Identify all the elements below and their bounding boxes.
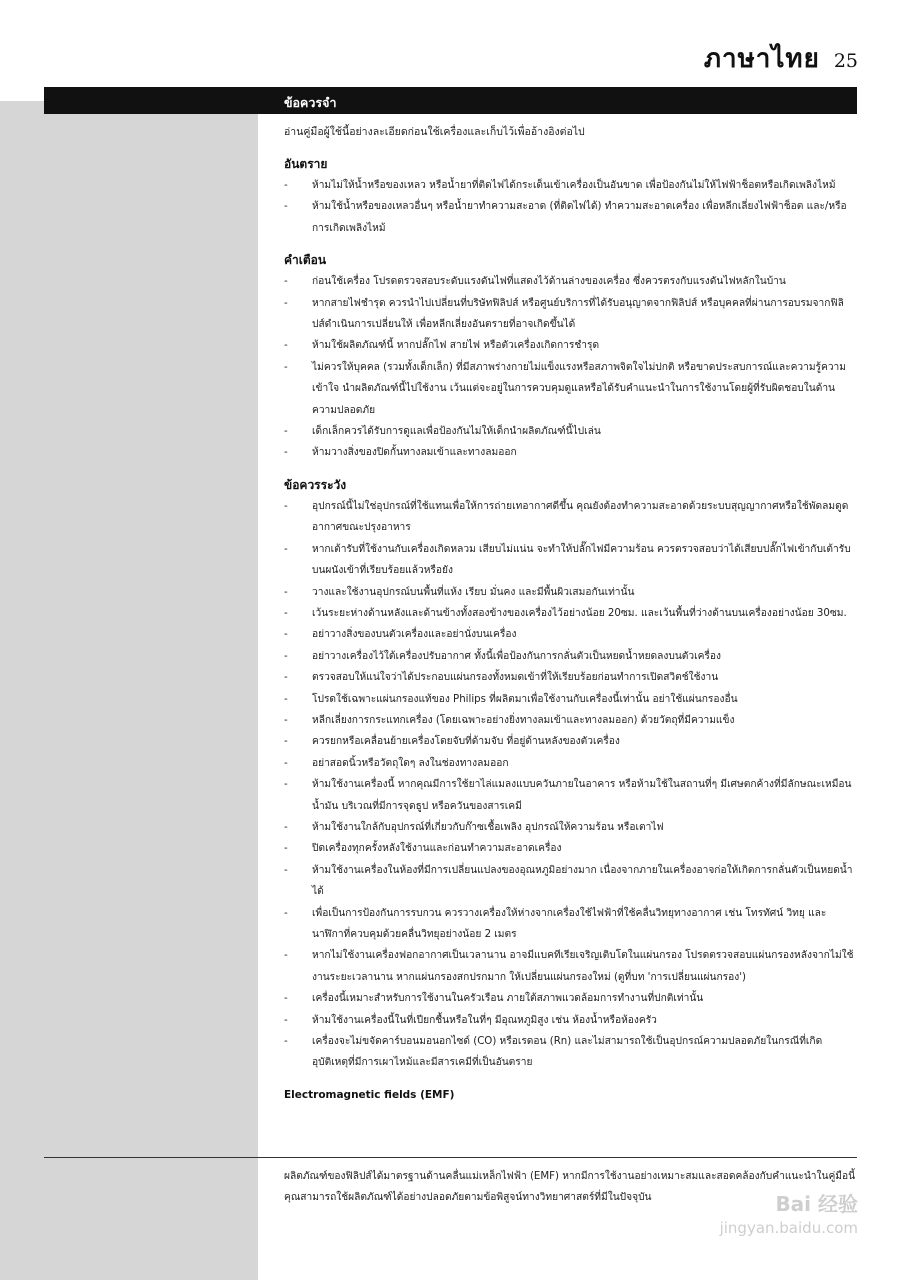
list-marker: - bbox=[284, 693, 288, 705]
list-item-text: ห้ามใช้งานเครื่องนี้ในที่เปียกชื้นหรือในที่ๆ มีอุณหภูมิสูง เช่น ห้องน้ำหรือห้องครัว bbox=[312, 1014, 657, 1026]
main-content bbox=[284, 123, 856, 1104]
section-list bbox=[284, 175, 856, 239]
list-marker: - bbox=[284, 447, 288, 459]
list-marker: - bbox=[284, 361, 288, 373]
list-item bbox=[284, 582, 856, 603]
list-item bbox=[284, 945, 856, 988]
list-marker: - bbox=[284, 993, 288, 1005]
list-item bbox=[284, 838, 856, 859]
list-item-text: อย่าวางเครื่องไว้ใต้เครื่องปรับอากาศ ทั้งนี้เพื่อป้องกันการกลั่นตัวเป็นหยดน้ำหยดลงบนตัวเครื่อง bbox=[312, 650, 721, 662]
list-marker: - bbox=[284, 650, 288, 662]
list-marker: - bbox=[284, 180, 288, 191]
divider-line bbox=[44, 1157, 857, 1158]
list-item-text: ห้ามใช้งานเครื่องในห้องที่มีการเปลี่ยนแปลงของอุณหภูมิอย่างมาก เนื่องจากภายในเครื่องอาจก่อให้เกิดการกลั่นตัวเป็นหยดน้ำได้ bbox=[312, 864, 853, 898]
list-item-text: อุปกรณ์นี้ไม่ใช่อุปกรณ์ที่ใช้แทนเพื่อให้การถ่ายเทอากาศดีขึ้น คุณยังต้องทำความสะอาดด้วยระบบสุญญากาศหรือใช้พัดลมดูดอากาศขณะปรุงอาหาร bbox=[312, 500, 849, 534]
list-item-text: วางและใช้งานอุปกรณ์บนพื้นที่แห้ง เรียบ มั่นคง และมีพื้นผิวเสมอกันเท่านั้น bbox=[312, 586, 635, 598]
section-heading: อันตราย bbox=[284, 157, 328, 171]
list-item-text: เพื่อเป็นการป้องกันการรบกวน ควรวางเครื่องให้ห่างจากเครื่องใช้ไฟฟ้าที่ใช้คลื่นวิทยุทางอากาศ เช่น โทรทัศน์ วิทยุ และนาฬิกาที่ควบคุมด้วยคลื่นวิทยุอย่างน้อย 2 เมตร bbox=[312, 907, 827, 940]
list-item-text: ตรวจสอบให้แน่ใจว่าได้ประกอบแผ่นกรองทั้งหมดเข้าที่ให้เรียบร้อยก่อนทำการเปิดสวิตช์ใช้งาน bbox=[312, 672, 719, 684]
list-marker: - bbox=[284, 714, 288, 726]
list-item bbox=[284, 603, 856, 624]
list-item-text: เครื่องนี้เหมาะสำหรับการใช้งานในครัวเรือน ภายใต้สภาพแวดล้อมการทำงานที่ปกติเท่านั้น bbox=[312, 993, 704, 1005]
list-marker: - bbox=[284, 426, 288, 438]
section-title-bar bbox=[44, 87, 857, 114]
intro-text: อ่านคู่มือผู้ใช้นี้อย่างละเอียดก่อนใช้เครื่องและเก็บไว้เพื่ออ้างอิงต่อไป bbox=[284, 126, 585, 138]
list-item-text: ห้ามวางสิ่งของปิดกั้นทางลมเข้าและทางลมออก bbox=[312, 447, 517, 459]
list-item-text: ห้ามใช้งานเครื่องนี้ หากคุณมีการใช้ยาไล่แมลงแบบควันภายในอาคาร หรือห้ามใช้ในสถานที่ๆ มีเศษตกค้างที่มีลักษณะเหมือนน้ำมัน บริเวณที่มีการจุดธูป หรือควันของสารเคมี bbox=[312, 779, 852, 812]
gray-sidebar bbox=[0, 101, 258, 1280]
list-marker: - bbox=[284, 1036, 288, 1048]
list-item-text: ห้ามใช้ผลิตภัณฑ์นี้ หากปลั๊กไฟ สายไฟ หรือตัวเครื่องเกิดการชำรุด bbox=[312, 340, 600, 352]
watermark bbox=[720, 1192, 858, 1240]
emf-heading: Electromagnetic fields (EMF) bbox=[284, 1088, 455, 1101]
list-marker: - bbox=[284, 586, 288, 598]
list-item-text: ห้ามใช้งานใกล้กับอุปกรณ์ที่เกี่ยวกับก๊าซเชื้อเพลิง อุปกรณ์ให้ความร้อน หรือเตาไฟ bbox=[312, 821, 664, 833]
list-item-text: เครื่องจะไม่ขจัดคาร์บอนมอนอกไซด์ (CO) หรือเรดอน (Rn) และไม่สามารถใช้เป็นอุปกรณ์ความปลอดภัยในกรณีที่เกิดอุบัติเหตุที่มีการเผาไหม้และมีสารเคมีที่เป็นอันตราย bbox=[312, 1036, 823, 1069]
list-item bbox=[284, 442, 856, 463]
list-marker: - bbox=[284, 757, 288, 769]
list-item bbox=[284, 421, 856, 442]
list-item-text: ห้ามไม่ให้น้ำหรือของเหลว หรือน้ำยาที่ติดไฟได้กระเด็นเข้าเครื่องเป็นอันขาด เพื่อป้องกันไม่ให้ไฟฟ้าช็อตหรือเกิดเพลิงไหม้ bbox=[312, 180, 836, 191]
list-item bbox=[284, 903, 856, 946]
list-item bbox=[284, 271, 856, 292]
list-item-text: อย่าสอดนิ้วหรือวัตถุใดๆ ลงในช่องทางลมออก bbox=[312, 757, 509, 769]
list-item-text: ก่อนใช้เครื่อง โปรดตรวจสอบระดับแรงดันไฟที่แสดงไว้ด้านล่างของเครื่อง ซึ่งควรตรงกับแรงดันไฟหลักในบ้าน bbox=[312, 276, 786, 288]
list-marker: - bbox=[284, 607, 288, 619]
page-number: 25 bbox=[833, 50, 858, 72]
list-item bbox=[284, 774, 856, 817]
list-item bbox=[284, 293, 856, 336]
list-item bbox=[284, 731, 856, 752]
watermark-logo: Bai 经验 bbox=[775, 1192, 858, 1216]
list-item-text: อย่าวางสิ่งของบนตัวเครื่องและอย่านั่งบนเครื่อง bbox=[312, 629, 517, 641]
list-item bbox=[284, 624, 856, 645]
list-marker: - bbox=[284, 950, 288, 962]
section-list bbox=[284, 496, 856, 1074]
list-item bbox=[284, 667, 856, 688]
list-marker: - bbox=[284, 201, 288, 213]
section-title: ข้อควรจำ bbox=[284, 95, 337, 110]
list-marker: - bbox=[284, 276, 288, 288]
page-header bbox=[704, 38, 858, 79]
list-item bbox=[284, 646, 856, 667]
list-item-text: หลีกเลี่ยงการกระแทกเครื่อง (โดยเฉพาะอย่างยิ่งทางลมเข้าและทางลมออก) ด้วยวัตถุที่มีความแข็ง bbox=[312, 714, 735, 726]
list-item bbox=[284, 860, 856, 903]
list-marker: - bbox=[284, 864, 288, 876]
watermark-url: jingyan.baidu.com bbox=[719, 1219, 858, 1237]
list-marker: - bbox=[284, 543, 288, 555]
list-marker: - bbox=[284, 672, 288, 684]
list-item-text: หากไม่ใช้งานเครื่องฟอกอากาศเป็นเวลานาน อาจมีแบคทีเรียเจริญเติบโตในแผ่นกรอง โปรดตรวจสอบแผ่นกรองหลังจากไม่ใช้งานระยะเวลานาน หากแผ่นกรองสกปรกมาก ให้เปลี่ยนแผ่นกรองใหม่ (ดูที่บท 'การเปลี่ยนแผ่นกรอง') bbox=[312, 950, 854, 983]
language-label: ภาษาไทย bbox=[703, 44, 820, 74]
list-item bbox=[284, 689, 856, 710]
section-list bbox=[284, 271, 856, 464]
list-item bbox=[284, 753, 856, 774]
list-item bbox=[284, 988, 856, 1009]
list-item-text: เด็กเล็กควรได้รับการดูแลเพื่อป้องกันไม่ให้เด็กนำผลิตภัณฑ์นี้ไปเล่น bbox=[312, 426, 601, 438]
list-item-text: โปรดใช้เฉพาะแผ่นกรองแท้ของ Philips ที่ผลิตมาเพื่อใช้งานกับเครื่องนี้เท่านั้น อย่าใช้แผ่นกรองอื่น bbox=[312, 693, 738, 705]
list-item-text: หากสายไฟชำรุด ควรนำไปเปลี่ยนที่บริษัทฟิลิปส์ หรือศูนย์บริการที่ได้รับอนุญาตจากฟิลิปส์ หรือบุคคลที่ผ่านการอบรมจากฟิลิปส์ดำเนินการเปลี่ยนให้ เพื่อหลีกเลี่ยงอันตรายที่อาจเกิดขึ้นได้ bbox=[312, 297, 844, 331]
list-marker: - bbox=[284, 1014, 288, 1026]
list-marker: - bbox=[284, 843, 288, 855]
list-item-text: เว้นระยะห่างด้านหลังและด้านข้างทั้งสองข้างของเครื่องไว้อย่างน้อย 20ซม. และเว้นพื้นที่ว่างด้านบนเครื่องอย่างน้อย 30ซม. bbox=[312, 607, 847, 619]
list-item-text: ควรยกหรือเคลื่อนย้ายเครื่องโดยจับที่ด้ามจับ ที่อยู่ด้านหลังของตัวเครื่อง bbox=[312, 736, 620, 748]
list-item bbox=[284, 196, 856, 239]
list-item bbox=[284, 1031, 856, 1074]
section-heading: ข้อควรระวัง bbox=[284, 477, 347, 492]
list-item bbox=[284, 710, 856, 731]
list-item bbox=[284, 175, 856, 196]
list-item-text: ไม่ควรให้บุคคล (รวมทั้งเด็กเล็ก) ที่มีสภาพร่างกายไม่แข็งแรงหรือสภาพจิตใจไม่ปกติ หรือขาดประสบการณ์และความรู้ความเข้าใจ นำผลิตภัณฑ์นี้ไปใช้งาน เว้นแต่จะอยู่ในการควบคุมดูแลหรือได้รับคำแนะนำในการใช้งานโดยผู้ที่รับผิดชอบในด้านความปลอดภัย bbox=[312, 361, 846, 416]
sections-container bbox=[284, 155, 856, 1074]
list-item bbox=[284, 1010, 856, 1031]
list-marker: - bbox=[284, 907, 288, 919]
list-item bbox=[284, 496, 856, 539]
section-heading: คำเตือน bbox=[284, 253, 327, 268]
list-item-text: ปิดเครื่องทุกครั้งหลังใช้งานและก่อนทำความสะอาดเครื่อง bbox=[312, 843, 562, 855]
list-item bbox=[284, 335, 856, 356]
list-marker: - bbox=[284, 500, 288, 512]
list-marker: - bbox=[284, 779, 288, 791]
list-marker: - bbox=[284, 340, 288, 352]
list-marker: - bbox=[284, 629, 288, 641]
list-item bbox=[284, 539, 856, 582]
list-item-text: ห้ามใช้น้ำหรือของเหลวอื่นๆ หรือน้ำยาทำความสะอาด (ที่ติดไฟได้) ทำความสะอาดเครื่อง เพื่อหลีกเลี่ยงไฟฟ้าช็อต และ/หรือการเกิดเพลิงไหม้ bbox=[312, 201, 847, 234]
list-item-text: หากเต้ารับที่ใช้งานกับเครื่องเกิดหลวม เสียบไม่แน่น จะทำให้ปลั๊กไฟมีความร้อน ควรตรวจสอบว่าได้เสียบปลั๊กไฟเข้ากับเต้ารับบนผนังเข้าที่เรียบร้อยแล้วหรือยัง bbox=[312, 543, 851, 577]
list-marker: - bbox=[284, 821, 288, 833]
list-item bbox=[284, 817, 856, 838]
list-marker: - bbox=[284, 736, 288, 748]
list-marker: - bbox=[284, 297, 288, 309]
emf-body: ผลิตภัณฑ์ของฟิลิปส์ได้มาตรฐานด้านคลื่นแม่เหล็กไฟฟ้า (EMF) หากมีการใช้งานอย่างเหมาะสมและสอดคล้องกับคำแนะนำในคู่มือนี้ คุณสามารถใช้ผลิตภัณฑ์ได้อย่างปลอดภัยตามข้อพิสูจน์ทางวิทยาศาสตร์ที่มีในปัจจุบัน bbox=[284, 1171, 856, 1203]
list-item bbox=[284, 357, 856, 421]
